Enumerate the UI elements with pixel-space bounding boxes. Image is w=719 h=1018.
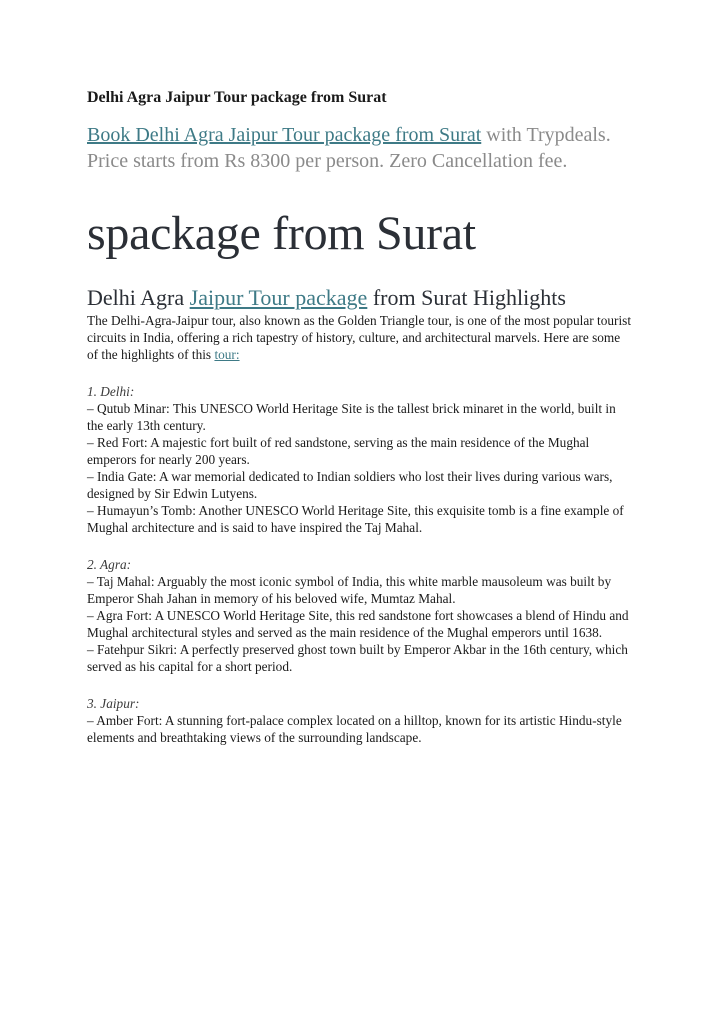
list-item: – Humayun’s Tomb: Another UNESCO World Heritage Site, this exquisite tomb is a fine example of Mughal architecture and is said to have inspired the Taj Mahal. xyxy=(87,503,624,535)
list-item: – Amber Fort: A stunning fort-palace complex located on a hilltop, known for its artistic Hindu-style elements and breathtaking views of the surrounding landscape. xyxy=(87,713,622,745)
document-title: Delhi Agra Jaipur Tour package from Surat xyxy=(87,89,387,106)
highlights-after-text: from Surat Highlights xyxy=(367,285,566,310)
document-page xyxy=(87,88,632,746)
list-item: – Qutub Minar: This UNESCO World Heritage Site is the tallest brick minaret in the world, built in the early 13th century. xyxy=(87,401,616,433)
intro-text: The Delhi-Agra-Jaipur tour, also known as the Golden Triangle tour, is one of the most popular tourist circuits in India, offering a rich tapestry of history, culture, and architectural marvels. Here are some of the highlights of this xyxy=(87,313,632,362)
list-item: – Fatehpur Sikri: A perfectly preserved ghost town built by Emperor Akbar in the 16th century, which served as his capital for a short period. xyxy=(87,642,628,674)
jaipur-tour-package-link[interactable]: Jaipur Tour package xyxy=(189,285,368,310)
highlights-before-text: Delhi Agra xyxy=(87,285,190,310)
big-heading: spackage from Surat xyxy=(87,207,476,260)
section-label-jaipur: 3. Jaipur: xyxy=(87,696,140,711)
list-item: – Agra Fort: A UNESCO World Heritage Site, this red sandstone fort showcases a blend of Hindu and Mughal architectural styles and served as the main residence of the Mughal emperors until 1638. xyxy=(87,608,629,640)
list-item: – Taj Mahal: Arguably the most iconic symbol of India, this white marble mausoleum was built by Emperor Shah Jahan in memory of his beloved wife, Mumtaz Mahal. xyxy=(87,574,612,606)
list-item: – Red Fort: A majestic fort built of red sandstone, serving as the main residence of the Mughal emperors for nearly 200 years. xyxy=(87,435,590,467)
list-item: – India Gate: A war memorial dedicated to Indian soldiers who lost their lives during various wars, designed by Sir Edwin Lutyens. xyxy=(87,469,613,501)
highlights-heading xyxy=(87,284,632,312)
intro-paragraph xyxy=(87,312,632,363)
book-tour-link[interactable]: Book Delhi Agra Jaipur Tour package from Surat xyxy=(87,124,482,146)
tour-link[interactable]: tour: xyxy=(214,347,240,362)
lead-paragraph xyxy=(87,122,632,174)
lead-rest-text: with Trypdeals. Price starts from Rs 8300 per person. Zero Cancellation fee. xyxy=(87,124,611,172)
section-label-agra: 2. Agra: xyxy=(87,557,132,572)
section-label-delhi: 1. Delhi: xyxy=(87,384,135,399)
